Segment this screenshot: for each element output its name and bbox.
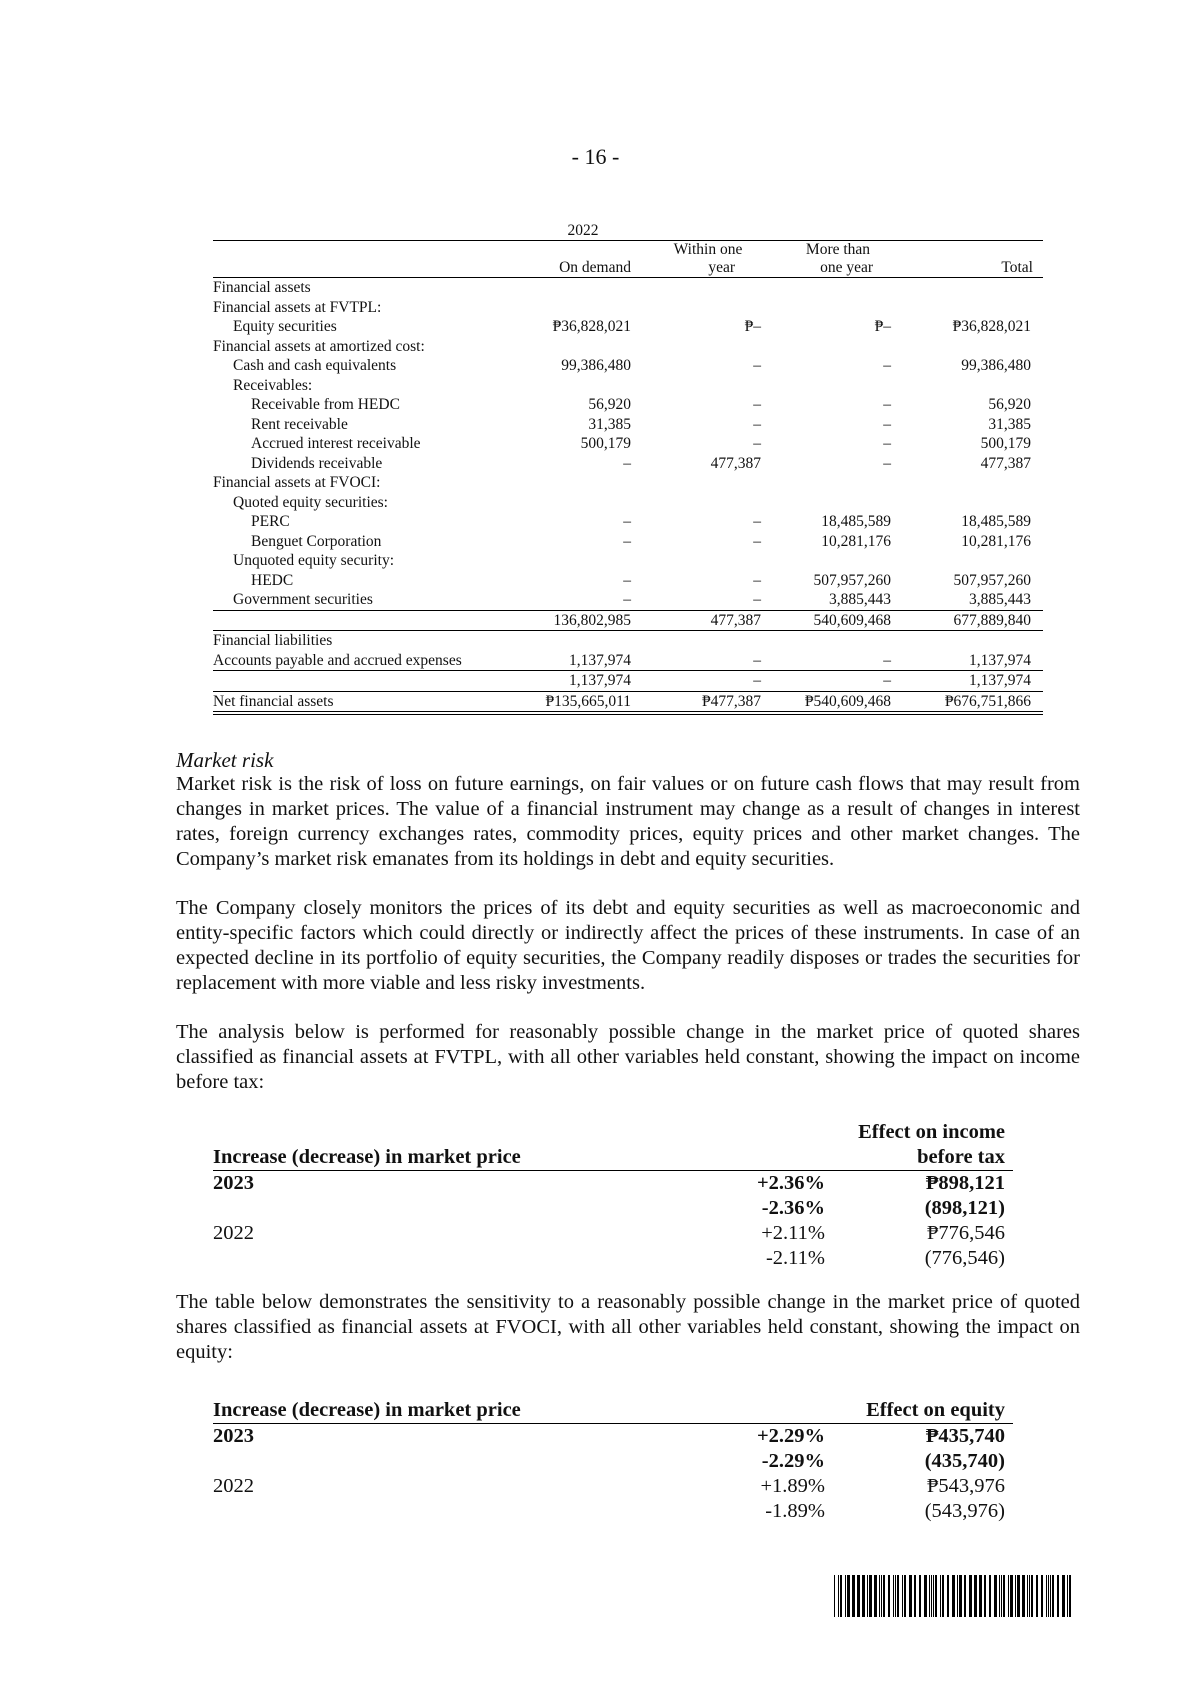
row-cell: 18,485,589 xyxy=(821,513,891,530)
fvoci-header-change: Increase (decrease) in market price xyxy=(213,1398,633,1424)
row-label: Financial assets at amortized cost: xyxy=(213,337,425,355)
row-cell xyxy=(523,298,643,318)
table-row xyxy=(213,1449,1013,1474)
row-cell: – xyxy=(523,590,643,610)
row-label xyxy=(213,610,523,631)
row-cell: 136,802,985 xyxy=(523,610,643,631)
table-row xyxy=(213,590,1043,610)
row-cell xyxy=(773,493,903,513)
row-label: Net financial assets xyxy=(213,691,523,713)
row-cell xyxy=(523,551,643,571)
table-row xyxy=(213,415,1043,435)
row-cell: 31,385 xyxy=(988,415,1031,433)
table-row xyxy=(213,1499,1013,1524)
table-row xyxy=(213,551,1043,571)
row-cell: 56,920 xyxy=(988,396,1031,413)
sensitivity-year xyxy=(213,1196,633,1221)
row-cell xyxy=(903,337,1043,357)
table-row xyxy=(213,610,1043,631)
sensitivity-effect: ₱543,976 xyxy=(926,1475,1005,1497)
row-cell: – xyxy=(753,435,761,452)
table-row xyxy=(213,1221,1013,1246)
sensitivity-year: 2022 xyxy=(213,1475,254,1497)
row-cell: – xyxy=(753,357,761,374)
table-row xyxy=(213,454,1043,474)
table-row xyxy=(213,1171,1013,1197)
row-label: PERC xyxy=(251,513,290,530)
fvtpl-header-effect-2: before tax xyxy=(833,1145,1013,1171)
row-cell: 56,920 xyxy=(588,396,631,413)
row-cell: ₱477,387 xyxy=(643,691,773,713)
row-label: Quoted equity securities: xyxy=(233,493,388,511)
row-cell: – xyxy=(883,357,891,374)
row-cell xyxy=(643,278,773,298)
row-cell: 1,137,974 xyxy=(903,671,1043,692)
row-cell: – xyxy=(753,415,761,433)
row-cell xyxy=(643,376,773,396)
row-label: Financial assets at FVTPL: xyxy=(213,298,382,316)
row-label: HEDC xyxy=(251,571,294,589)
row-label: Accrued interest receivable xyxy=(251,435,421,452)
table-row xyxy=(213,1196,1013,1221)
sensitivity-year: 2022 xyxy=(213,1222,254,1244)
row-cell xyxy=(903,631,1043,651)
sensitivity-year xyxy=(213,1246,633,1271)
sensitivity-change: -2.36% xyxy=(761,1197,825,1219)
sensitivity-change: -2.11% xyxy=(765,1247,825,1269)
row-cell: – xyxy=(883,454,891,472)
row-cell xyxy=(903,298,1043,318)
row-label: Cash and cash equivalents xyxy=(233,357,397,374)
row-cell: – xyxy=(883,415,891,433)
row-cell: – xyxy=(883,435,891,452)
row-cell xyxy=(773,551,903,571)
row-cell xyxy=(643,551,773,571)
sensitivity-change: -1.89% xyxy=(765,1500,825,1522)
row-cell: – xyxy=(643,590,773,610)
sensitivity-year xyxy=(213,1499,633,1524)
row-cell xyxy=(903,473,1043,493)
header-more-than-2: one year xyxy=(773,259,903,278)
row-cell: – xyxy=(883,396,891,413)
table-row xyxy=(213,671,1043,692)
row-label: Rent receivable xyxy=(251,415,348,433)
row-cell: – xyxy=(773,651,903,671)
row-label: Equity securities xyxy=(233,318,337,335)
row-cell xyxy=(523,631,643,651)
row-cell xyxy=(523,493,643,513)
row-label: Unquoted equity security: xyxy=(233,552,394,569)
row-cell: – xyxy=(753,513,761,530)
row-cell xyxy=(643,337,773,357)
row-cell: ₱676,751,866 xyxy=(903,691,1043,713)
row-cell: ₱– xyxy=(744,318,761,335)
table-row xyxy=(213,571,1043,591)
fvoci-sensitivity-table xyxy=(213,1398,1013,1524)
row-cell: – xyxy=(643,671,773,692)
table-row xyxy=(213,1424,1013,1450)
fvtpl-header-effect-1: Effect on income xyxy=(858,1121,1005,1143)
row-cell xyxy=(523,278,643,298)
row-cell: ₱135,665,011 xyxy=(523,691,643,713)
row-cell xyxy=(903,493,1043,513)
sensitivity-change: +1.89% xyxy=(760,1475,825,1497)
table-row xyxy=(213,691,1043,713)
table-row xyxy=(213,1246,1013,1271)
row-cell: 477,387 xyxy=(643,610,773,631)
row-cell: ₱540,609,468 xyxy=(773,691,903,713)
table-row xyxy=(213,337,1043,357)
table-row xyxy=(213,356,1043,376)
header-within-one-1: Within one xyxy=(643,241,773,260)
sensitivity-year: 2023 xyxy=(213,1172,254,1194)
table-row xyxy=(213,473,1043,493)
row-cell: 540,609,468 xyxy=(773,610,903,631)
row-cell: 507,957,260 xyxy=(953,571,1031,589)
paragraph-fvtpl-intro: The analysis below is performed for reasonably possible change in the market price of quoted shares classified as financial assets at FVTPL, with all other variables held constant, showing the impact on income before tax: xyxy=(176,1021,1080,1093)
sensitivity-effect: ₱898,121 xyxy=(925,1172,1005,1194)
header-more-than-1: More than xyxy=(773,241,903,260)
sensitivity-year: 2023 xyxy=(213,1425,254,1447)
fvtpl-header-change: Increase (decrease) in market price xyxy=(213,1145,633,1171)
sensitivity-effect: ₱435,740 xyxy=(925,1425,1005,1447)
section-title-market-risk: Market risk xyxy=(176,748,274,772)
sensitivity-effect: (543,976) xyxy=(924,1500,1005,1522)
row-cell: – xyxy=(773,671,903,692)
row-cell xyxy=(643,473,773,493)
row-cell: 99,386,480 xyxy=(561,357,631,374)
row-cell xyxy=(643,298,773,318)
header-total: Total xyxy=(903,259,1043,278)
paragraph-fvoci-intro: The table below demonstrates the sensitivity to a reasonably possible change in the market price of quoted shares classified as financial assets at FVOCI, with all other variables held constant, showing the impact on equity: xyxy=(176,1291,1080,1363)
row-cell xyxy=(643,631,773,651)
row-cell: 18,485,589 xyxy=(961,513,1031,530)
row-cell: 10,281,176 xyxy=(821,532,891,550)
page-number: - 16 - xyxy=(571,144,620,169)
sensitivity-effect: (898,121) xyxy=(924,1197,1005,1219)
row-cell: 477,387 xyxy=(710,454,761,472)
row-cell: – xyxy=(623,571,631,589)
row-cell: – xyxy=(623,513,631,530)
row-cell: 31,385 xyxy=(588,415,631,433)
sensitivity-change: -2.29% xyxy=(761,1450,825,1472)
table-row xyxy=(213,434,1043,454)
table-row xyxy=(213,651,1043,671)
row-cell xyxy=(523,473,643,493)
fvoci-header-effect: Effect on equity xyxy=(833,1398,1013,1424)
paragraph-market-risk-definition: Market risk is the risk of loss on future earnings, on fair values or on future cash flows that may result from changes in market prices. The value of a financial instrument may change as a result of changes in interest rates, foreign currency exchanges rates, commodity prices, equity prices and other market changes. The Company’s market risk emanates from its holdings in debt and equity securities. xyxy=(176,773,1080,870)
row-label xyxy=(213,671,523,692)
sensitivity-year xyxy=(213,1449,633,1474)
sensitivity-effect: (776,546) xyxy=(924,1247,1005,1269)
row-label: Accounts payable and accrued expenses xyxy=(213,651,523,671)
sensitivity-effect: ₱776,546 xyxy=(926,1222,1005,1244)
row-cell xyxy=(523,376,643,396)
row-label: Receivable from HEDC xyxy=(251,396,400,413)
row-cell: – xyxy=(623,532,631,550)
row-cell xyxy=(903,376,1043,396)
row-cell: 99,386,480 xyxy=(961,357,1031,374)
liquidity-table xyxy=(213,218,1043,715)
row-cell xyxy=(773,631,903,651)
row-cell: – xyxy=(753,532,761,550)
row-cell xyxy=(773,473,903,493)
row-cell xyxy=(903,278,1043,298)
row-label: Financial assets at FVOCI: xyxy=(213,474,381,491)
table-row xyxy=(213,395,1043,415)
row-cell: 1,137,974 xyxy=(523,671,643,692)
table-row xyxy=(213,376,1043,396)
sensitivity-change: +2.36% xyxy=(756,1172,825,1194)
row-label: Dividends receivable xyxy=(251,454,383,472)
row-cell: 477,387 xyxy=(980,454,1031,472)
row-cell: – xyxy=(753,396,761,413)
row-cell xyxy=(773,376,903,396)
table-row xyxy=(213,493,1043,513)
row-label: Government securities xyxy=(213,590,523,610)
row-label: Financial assets xyxy=(213,279,311,296)
row-cell: 677,889,840 xyxy=(903,610,1043,631)
row-cell: 1,137,974 xyxy=(523,651,643,671)
header-within-one-2: year xyxy=(643,259,773,278)
row-cell: 507,957,260 xyxy=(813,571,891,589)
sensitivity-change: +2.29% xyxy=(756,1425,825,1447)
header-on-demand: On demand xyxy=(523,259,643,278)
table-row xyxy=(213,317,1043,337)
row-cell: – xyxy=(643,651,773,671)
row-label: Benguet Corporation xyxy=(251,532,382,550)
row-cell xyxy=(903,551,1043,571)
barcode-icon xyxy=(834,1575,1074,1617)
row-cell: 1,137,974 xyxy=(903,651,1043,671)
fvtpl-sensitivity-table xyxy=(213,1120,1013,1271)
row-cell: 500,179 xyxy=(580,435,631,452)
row-cell: ₱– xyxy=(874,318,891,335)
row-cell xyxy=(523,337,643,357)
paragraph-monitoring: The Company closely monitors the prices of its debt and equity securities as well as macroeconomic and entity-specific factors which could directly or indirectly affect the prices of these instruments. In case of an expected decline in its portfolio of equity securities, the Company readily disposes or trades the securities for replacement with more viable and less risky investments. xyxy=(176,897,1080,994)
row-cell: ₱36,828,021 xyxy=(952,318,1031,335)
row-cell xyxy=(773,298,903,318)
table-row xyxy=(213,631,1043,651)
table-row xyxy=(213,532,1043,552)
sensitivity-change: +2.11% xyxy=(761,1222,825,1244)
row-cell: – xyxy=(753,571,761,589)
table-row xyxy=(213,1474,1013,1499)
row-label: Financial liabilities xyxy=(213,632,333,649)
row-cell: 10,281,176 xyxy=(961,532,1031,550)
row-cell xyxy=(773,337,903,357)
row-label: Receivables: xyxy=(233,376,313,394)
row-cell xyxy=(643,493,773,513)
row-cell: 3,885,443 xyxy=(773,590,903,610)
row-cell: 500,179 xyxy=(980,435,1031,452)
row-cell: 3,885,443 xyxy=(903,590,1043,610)
row-cell: ₱36,828,021 xyxy=(552,318,631,335)
table-row xyxy=(213,278,1043,298)
row-cell: – xyxy=(623,454,631,472)
table-year: 2022 xyxy=(567,221,599,239)
row-cell xyxy=(773,278,903,298)
table-row xyxy=(213,512,1043,532)
table-row xyxy=(213,298,1043,318)
sensitivity-effect: (435,740) xyxy=(924,1450,1005,1472)
